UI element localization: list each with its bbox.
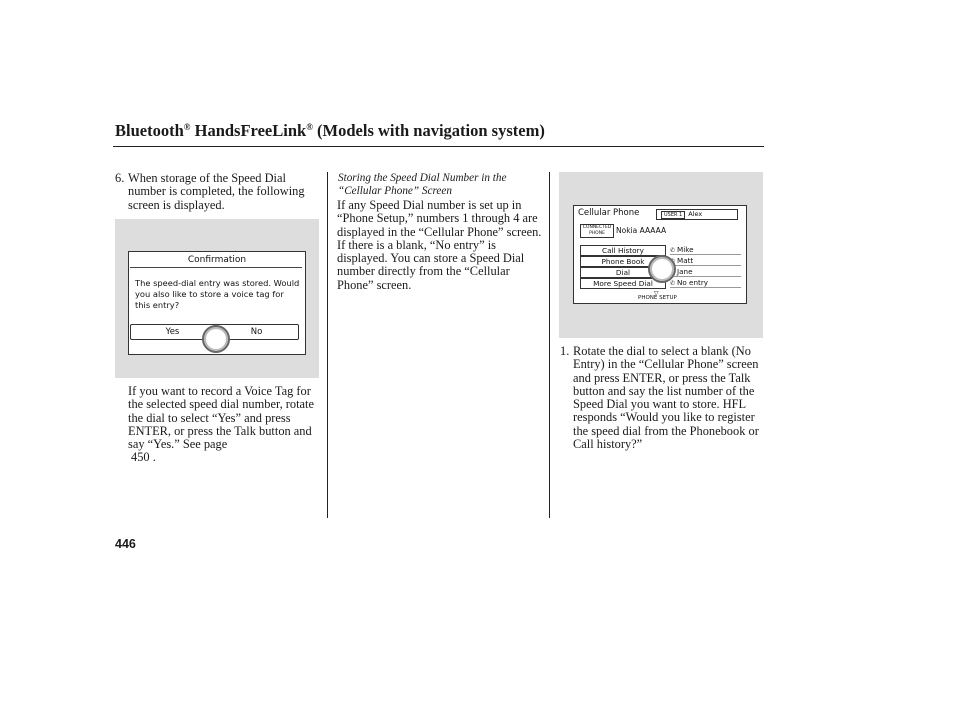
chevron-down-icon: ▽ <box>654 290 659 297</box>
yes-button[interactable]: Yes <box>131 325 215 339</box>
speed-dial-entry[interactable] <box>670 245 741 255</box>
dial-knob-icon <box>202 325 230 353</box>
title-models: (Models with navigation system) <box>312 121 545 140</box>
contact-name: Matt <box>677 256 694 265</box>
connected-phone-label: CONNECTED PHONE <box>580 224 614 238</box>
contact-name: No entry <box>677 278 709 287</box>
dialog-title: Confirmation <box>187 255 247 265</box>
menu-phone-book[interactable]: Phone Book <box>580 256 666 267</box>
contact-name: Mike <box>677 245 694 254</box>
phone-icon: ✆ <box>670 247 676 254</box>
no-button[interactable]: No <box>250 327 263 337</box>
page-number: 446 <box>115 537 136 551</box>
title-bluetooth: Bluetooth <box>115 121 184 140</box>
step-1-text: Rotate the dial to select a blank (No Entry) in the “Cellular Phone” screen and press ENTER, or press the Talk button and say the list number of the Speed Dial you want to store. HFL responds “Would you like to register the speed dial from the Phonebook or Call history?” <box>573 344 759 452</box>
section-heading: Storing the Speed Dial Number in the “Cellular Phone” Screen <box>338 172 507 197</box>
phone-name: Nokia AAAAA <box>616 226 667 235</box>
step-1 <box>560 345 765 451</box>
column-divider-right <box>549 172 550 518</box>
voice-tag-text: If you want to record a Voice Tag for the selected speed dial number, rotate the dial to select “Yes” and press ENTER, or press the Talk button and say “Yes.” See page <box>128 384 314 452</box>
menu-call-history[interactable]: Call History <box>580 245 666 256</box>
user-tag: USER 1 <box>661 211 685 219</box>
speed-dial-entry[interactable] <box>670 256 741 266</box>
step-number: 1. <box>560 344 570 358</box>
step-number: 6. <box>115 171 125 185</box>
registered-mark: ® <box>306 122 313 132</box>
phone-icon: ✆ <box>670 280 676 287</box>
dialog-message: The speed-dial entry was stored. Would you also like to store a voice tag for this entry? <box>135 278 300 310</box>
page-reference[interactable]: 450 <box>131 450 150 465</box>
phone-setup-label[interactable]: PHONE SETUP <box>638 295 677 301</box>
step-6 <box>115 172 315 212</box>
speed-dial-paragraph: If any Speed Dial number is set up in “Phone Setup,” numbers 1 through 4 are displayed in the “Cellular Phone” screen. If there is a blank, “No entry” is displayed. You can store a Speed Dial number directly from the “Cellular Phone” screen. <box>337 198 542 292</box>
contact-name: Jane <box>677 267 693 276</box>
dialog-divider <box>130 267 302 268</box>
screen-title: Cellular Phone <box>578 208 640 218</box>
step-6-text: When storage of the Speed Dial number is completed, the following screen is displayed. <box>128 171 305 212</box>
speed-dial-entry[interactable] <box>670 278 741 288</box>
dial-knob-icon <box>648 255 676 283</box>
page-title <box>115 121 545 141</box>
voice-tag-end: . <box>152 450 156 465</box>
menu-dial[interactable]: Dial <box>580 267 666 278</box>
title-handsfreelink: HandsFreeLink <box>190 121 307 140</box>
column-divider-left <box>327 172 328 518</box>
registered-mark: ® <box>183 122 191 132</box>
user-indicator <box>656 209 738 220</box>
voice-tag-paragraph <box>128 385 328 465</box>
menu-more-speed-dial[interactable]: More Speed Dial <box>580 278 666 289</box>
title-rule <box>113 146 764 147</box>
user-name: Alex <box>688 210 703 218</box>
speed-dial-entry[interactable] <box>670 267 741 277</box>
